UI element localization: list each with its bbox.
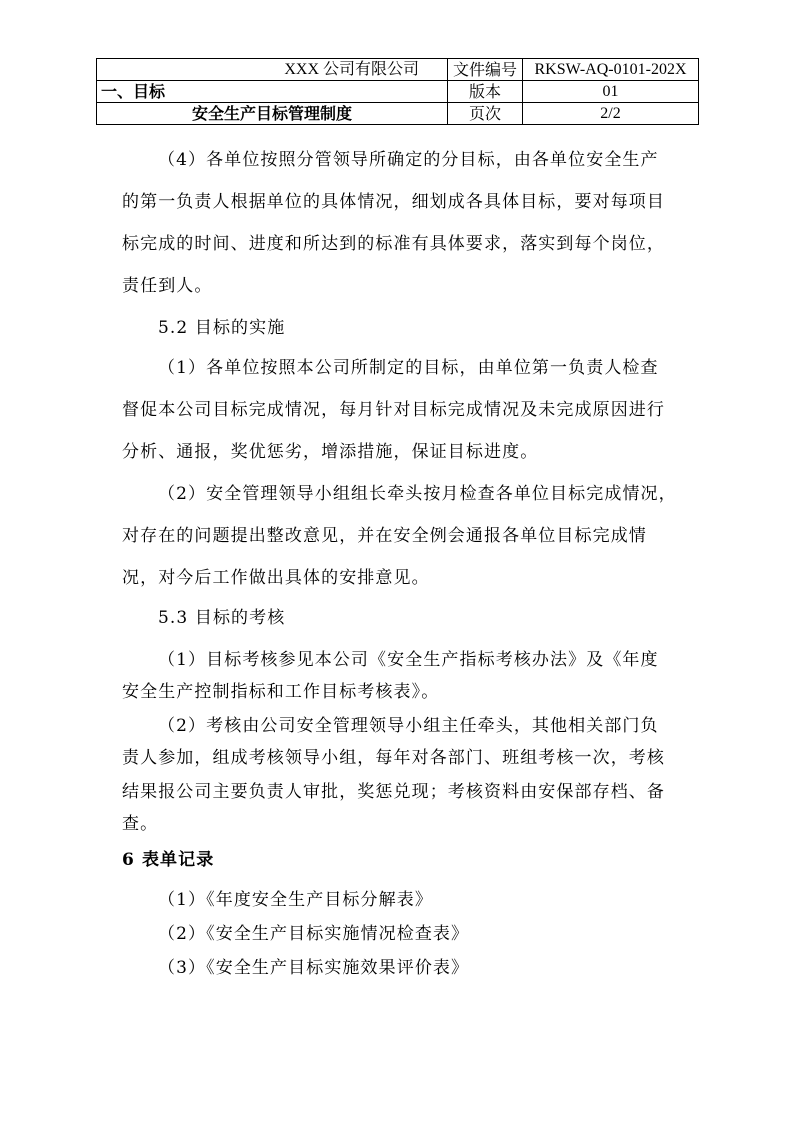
paragraph-line: 责人参加，组成考核领导小组，每年对各部门、班组考核一次，考核: [122, 748, 665, 768]
section-heading: 一、目标: [97, 81, 448, 103]
doc-number-value: RKSW-AQ-0101-202X: [523, 59, 699, 81]
paragraph-line: 标完成的时间、进度和所达到的标准有具体要求，落实到每个岗位，: [122, 234, 665, 254]
document-title: 安全生产目标管理制度: [97, 103, 448, 125]
paragraph-line: （4）各单位按照分管领导所确定的分目标，由各单位安全生产: [158, 150, 659, 170]
header-row-section: [97, 81, 699, 103]
paragraph-line: 结果报公司主要负责人审批，奖惩兑现；考核资料由安保部存档、备: [122, 782, 665, 802]
paragraph-line: 对存在的问题提出整改意见，并在安全例会通报各单位目标完成情: [122, 526, 647, 546]
paragraph-line: 督促本公司目标完成情况，每月针对目标完成情况及未完成原因进行: [122, 400, 665, 420]
paragraph-line: 况，对今后工作做出具体的安排意见。: [122, 568, 430, 588]
subsection-heading: 5.2 目标的实施: [158, 318, 286, 338]
form-list-item: （1）《年度安全生产目标分解表》: [158, 890, 433, 910]
paragraph-line: （2）考核由公司安全管理领导小组主任牵头，其他相关部门负: [158, 716, 659, 736]
paragraph-line: （2）安全管理领导小组组长牵头按月检查各单位目标完成情况，: [158, 484, 677, 504]
doc-number-label: 文件编号: [448, 59, 523, 81]
subsection-heading: 5.3 目标的考核: [158, 608, 286, 628]
page-value: 2/2: [523, 103, 699, 125]
paragraph-line: 责任到人。: [122, 276, 213, 296]
header-row-company: [97, 59, 699, 81]
company-name-text: XXX 公司有限公司: [284, 61, 419, 78]
page-label: 页次: [448, 103, 523, 125]
company-name: [97, 59, 448, 81]
header-row-title: [97, 103, 699, 125]
paragraph-line: （1）各单位按照本公司所制定的目标，由单位第一负责人检查: [158, 358, 659, 378]
paragraph-line: 的第一负责人根据单位的具体情况，细划成各具体目标，要对每项目: [122, 192, 665, 212]
form-list-item: （2）《安全生产目标实施情况检查表》: [158, 924, 470, 944]
document-header-table: [96, 58, 699, 125]
section-heading-forms: 6 表单记录: [122, 850, 215, 870]
paragraph-line: 查。: [122, 814, 159, 834]
version-value: 01: [523, 81, 699, 103]
version-label: 版本: [448, 81, 523, 103]
paragraph-line: 分析、通报，奖优惩劣，增添措施，保证目标进度。: [122, 442, 539, 462]
form-list-item: （3）《安全生产目标实施效果评价表》: [158, 958, 470, 978]
paragraph-line: （1）目标考核参见本公司《安全生产指标考核办法》及《年度: [158, 650, 659, 670]
paragraph-line: 安全生产控制指标和工作目标考核表》。: [122, 682, 440, 702]
